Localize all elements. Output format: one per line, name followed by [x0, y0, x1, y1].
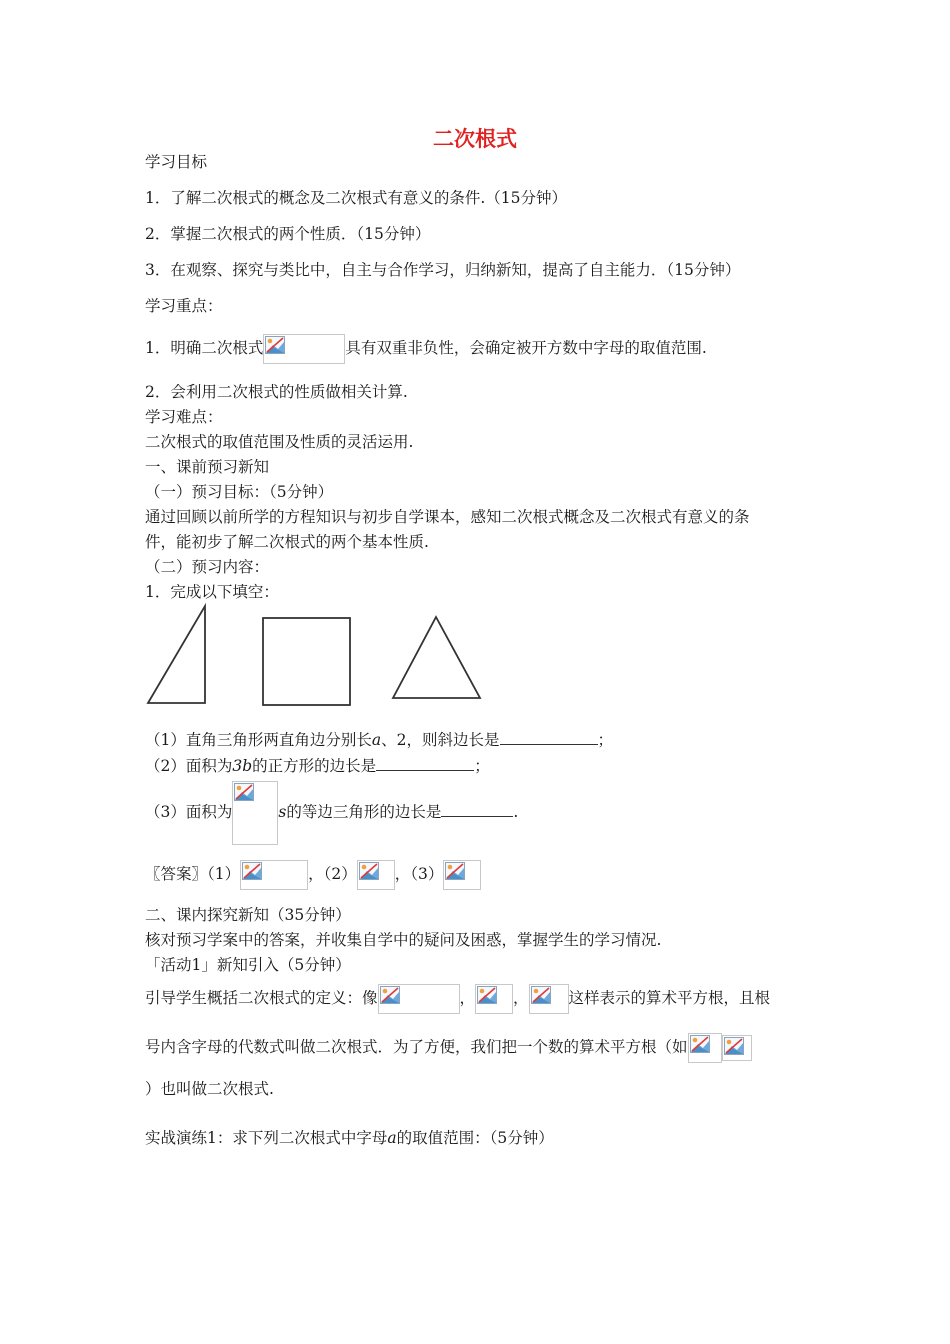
broken-image-icon	[380, 986, 400, 1004]
formula-image	[722, 1035, 752, 1061]
equilateral-triangle-figure	[393, 617, 480, 698]
answer-3-image	[443, 860, 481, 890]
section2-heading: 二、课内探究新知（35分钟）	[145, 906, 351, 924]
broken-image-icon	[242, 862, 262, 880]
formula-image	[475, 984, 513, 1014]
fill-in-task: 1．完成以下填空：	[145, 583, 279, 601]
broken-image-icon	[445, 862, 465, 880]
square-figure	[263, 618, 350, 705]
preview-goal-heading: （一）预习目标：（5分钟）	[145, 483, 334, 501]
broken-image-icon	[724, 1037, 744, 1055]
preview-goal-line-2: 件，能初步了解二次根式的两个基本性质.	[145, 533, 429, 551]
answer-2-image	[357, 860, 395, 890]
definition-line-3: ）也叫做二次根式.	[145, 1080, 274, 1098]
formula-image	[232, 781, 278, 845]
answers-line: 〖答案〗（1） ，（2） ，（3）	[145, 860, 481, 890]
objective-item-1: 1．了解二次根式的概念及二次根式有意义的条件.（15分钟）	[145, 189, 568, 207]
broken-image-icon	[477, 986, 497, 1004]
activity-1-heading: 「活动1」新知引入（5分钟）	[145, 956, 351, 974]
section1-heading: 一、课前预习新知	[145, 458, 270, 476]
broken-image-icon	[690, 1035, 710, 1053]
right-triangle-figure	[148, 606, 205, 703]
question-1: （1）直角三角形两直角边分别长a、2，则斜边长是 ；	[145, 731, 614, 749]
definition-line-2: 号内含字母的代数式叫做二次根式．为了方便，我们把一个数的算术平方根（如	[145, 1033, 752, 1063]
broken-image-icon	[265, 336, 285, 354]
key-point-item-1	[145, 334, 707, 364]
difficulties-text: 二次根式的取值范围及性质的灵活运用.	[145, 433, 414, 451]
practice-1: 实战演练1：求下列二次根式中字母a的取值范围：（5分钟）	[145, 1129, 554, 1147]
objective-item-3: 3．在观察、探究与类比中，自主与合作学习，归纳新知，提高了自主能力．（15分钟）	[145, 261, 741, 279]
key-point-item-2: 2．会利用二次根式的性质做相关计算.	[145, 383, 408, 401]
answer-blank-2[interactable]	[376, 756, 474, 771]
formula-image	[688, 1033, 722, 1063]
question-3: （3）面积为 s的等边三角形的边长是 .	[145, 781, 518, 845]
formula-image	[378, 984, 460, 1014]
section2-intro: 核对预习学案中的答案，并收集自学中的疑问及困惑，掌握学生的学习情况.	[145, 931, 662, 949]
objectives-heading: 学习目标	[145, 153, 208, 171]
answer-1-image	[240, 860, 308, 890]
formula-image	[529, 984, 569, 1014]
broken-image-icon	[359, 862, 379, 880]
preview-content-heading: （二）预习内容：	[145, 558, 270, 576]
key-point-1-suffix: 具有双重非负性，会确定被开方数中字母的取值范围.	[345, 339, 707, 357]
key-points-heading: 学习重点：	[145, 297, 223, 315]
preview-goal-line-1: 通过回顾以前所学的方程知识与初步自学课本，感知二次根式概念及二次根式有意义的条	[145, 508, 750, 526]
objective-item-2: 2．掌握二次根式的两个性质．（15分钟）	[145, 225, 431, 243]
answer-blank-3[interactable]	[441, 802, 513, 817]
difficulties-heading: 学习难点：	[145, 408, 223, 426]
formula-image	[263, 334, 345, 364]
question-2: （2）面积为3b的正方形的边长是 ；	[145, 757, 490, 775]
definition-line-1: 引导学生概括二次根式的定义：像 ， ， 这样表示的算术平方根，且根	[145, 984, 770, 1014]
geometry-figures	[140, 600, 500, 712]
answer-blank-1[interactable]	[500, 730, 598, 745]
document-title: 二次根式	[433, 126, 517, 151]
key-point-1-prefix: 1．明确二次根式	[145, 339, 264, 357]
broken-image-icon	[234, 783, 254, 801]
broken-image-icon	[531, 986, 551, 1004]
